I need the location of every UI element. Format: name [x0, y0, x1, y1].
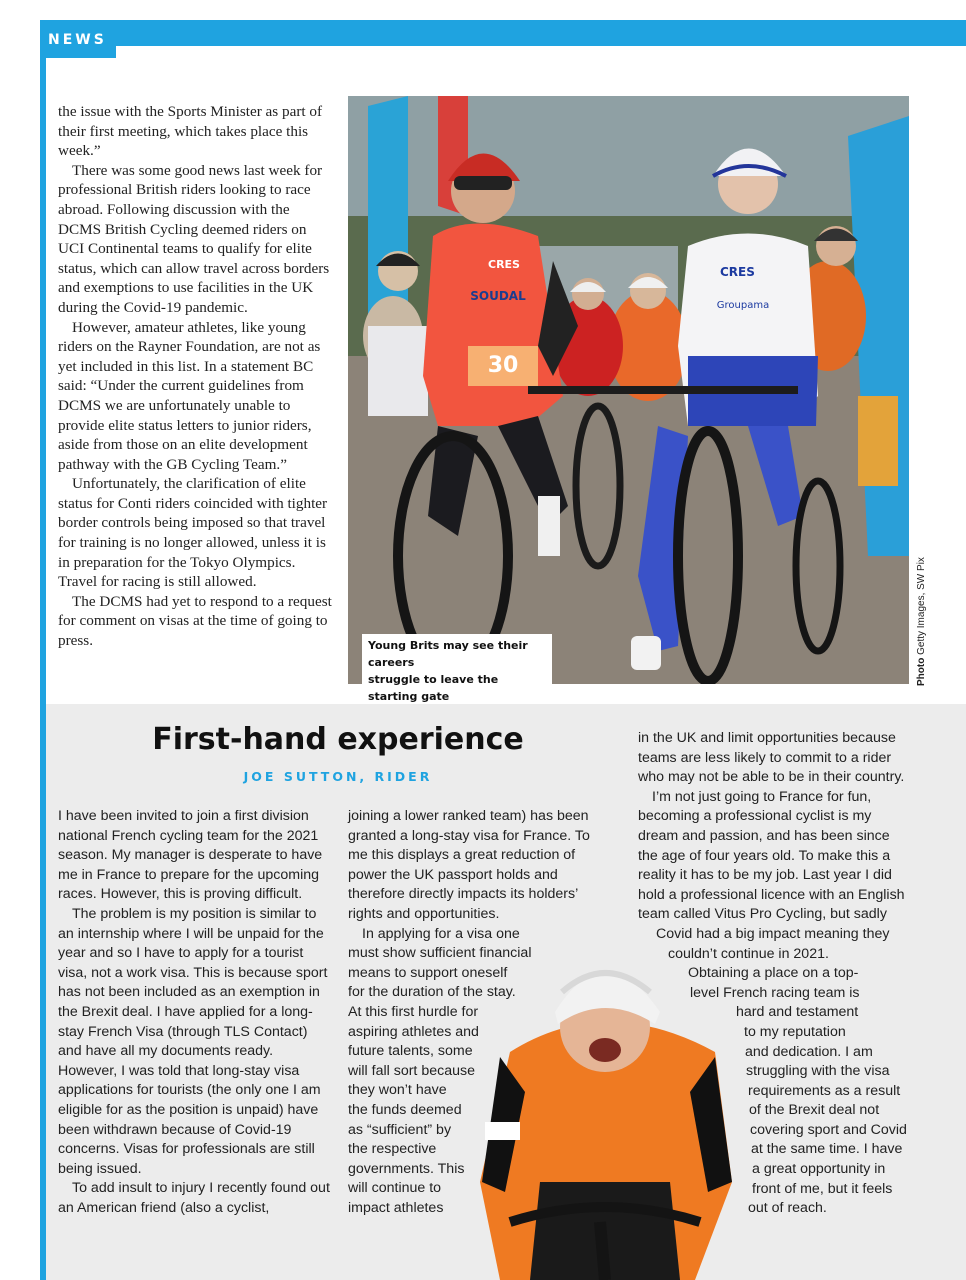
boxout-byline: JOE SUTTON, RIDER [243, 769, 433, 784]
credit-text: Getty Images, SW Pix [916, 557, 927, 655]
text-line: couldn’t continue in 2021. [668, 945, 829, 962]
paragraph [348, 925, 608, 1219]
text-line: means to support oneself [348, 964, 508, 981]
text-line: will fall sort because [348, 1062, 475, 1079]
text-line: will continue to [348, 1180, 442, 1197]
text-line: In applying for a visa one [362, 925, 520, 942]
photo-credit [916, 548, 930, 686]
text-line: a great opportunity in [752, 1161, 886, 1178]
jersey-text: Groupama [716, 300, 770, 311]
text-line: reality it has to be my job. Last year I did [638, 867, 892, 884]
text-line: the age of four years old. To make this a [638, 847, 891, 864]
jersey-number: 30 [487, 353, 519, 378]
jersey-text: CRES [488, 258, 520, 271]
article-column-left [58, 102, 333, 651]
text-line: future talents, some [348, 1043, 473, 1060]
text-line: I’m not just going to France for fun, [652, 788, 872, 805]
paragraph: I have been invited to join a first division national French cycling team for the 2021 season. My manager is desperate to have me in France to prepare for the upcoming races. However, this is proving difficult. [58, 808, 323, 903]
text-line: who may not be able to be in their country. [638, 769, 905, 786]
paragraph: However, amateur athletes, like young riders on the Rayner Foundation, are not as yet included in this list. In a statement BC said: “Under the current guidelines from DCMS we are unfortunately unable to provide elite status letters to junior riders, aside from those on an elite development pathway with the GB Cycling Team.” [58, 318, 321, 473]
text-line: governments. This [348, 1160, 465, 1177]
boxout-column-3 [638, 729, 918, 1219]
jersey-text: SOUDAL [470, 289, 526, 303]
text-line: level French racing team is [690, 984, 860, 1001]
text-line: hard and testament [736, 1004, 859, 1021]
text-line: At this first hurdle for [348, 1003, 479, 1020]
paragraph: There was some good news last week for professional British riders looking to race abroad. Following discussion with the DCMS British Cycling deemed riders on UCI Continental teams to qualify for elite status, which can allow travel across borders and exemptions to use facilities in the UK during the Covid-19 pandemic. [58, 161, 330, 316]
paragraph: the issue with the Sports Minister as part of their first meeting, which takes place this week.” [58, 103, 323, 160]
text-line: covering sport and Covid [750, 1121, 907, 1138]
text-line: Obtaining a place on a top- [688, 965, 859, 982]
text-line: aspiring athletes and [348, 1023, 479, 1040]
text-line: must show sufficient financial [348, 945, 532, 962]
text-line: requirements as a result [748, 1082, 901, 1099]
text-line: the funds deemed [348, 1101, 462, 1118]
boxout-column-1 [58, 807, 330, 1218]
boxout-title: First-hand experience [152, 722, 524, 757]
text-line: and dedication. I am [745, 1043, 873, 1060]
jersey-text: CRES [720, 265, 755, 279]
paragraph: joining a lower ranked team) has been granted a long-stay visa for France. To me this displays a great reduction of power the UK passport holds and therefore directly impacts its holders’ rights and opportunities. [348, 808, 590, 922]
text-line: out of reach. [748, 1200, 827, 1217]
section-tab [40, 26, 116, 58]
text-line: teams are less likely to commit to a rider [638, 749, 892, 766]
text-line: team called Vitus Pro Cycling, but sadly [638, 906, 887, 923]
cyclists-illustration [348, 96, 909, 684]
paragraph: The DCMS had yet to respond to a request for comment on visas at the time of going to press. [58, 592, 332, 650]
boxout-column-2 [348, 807, 608, 1218]
caption-line: Young Brits may see their careers [368, 639, 528, 669]
text-line: for the duration of the stay. [348, 984, 516, 1001]
text-line: in the UK and limit opportunities because [638, 730, 896, 746]
text-line: to my reputation [744, 1023, 846, 1040]
text-line: Covid had a big impact meaning they [656, 925, 890, 942]
credit-label: Photo [916, 657, 927, 686]
photo-caption [362, 634, 552, 708]
text-line: front of me, but it feels [752, 1180, 893, 1197]
text-line: the respective [348, 1141, 437, 1158]
paragraph: The problem is my position is similar to an internship where I will be unpaid for the year and so I have to apply for a tourist visa, not a work visa. This is because sport has not been included as an exemption in the Brexit deal. I have applied for a long-stay French Visa (through TLS Contact) and have all my documents ready. However, I was told that long-stay visa applications for tourists (the only one I am eligible for as the position is unpaid) have been withdrawn because of Covid-19 concerns. Visas for professionals are still being issued. [58, 905, 328, 1177]
text-line: impact athletes [348, 1199, 444, 1216]
text-line: dream and passion, and has been since [638, 827, 890, 844]
text-line: as “sufficient” by [348, 1121, 452, 1138]
text-line: of the Brexit deal not [749, 1102, 880, 1119]
text-line: becoming a professional cyclist is my [638, 808, 872, 825]
cyclists-photo [348, 96, 909, 684]
text-line: they won’t have [348, 1082, 447, 1099]
caption-line: struggle to leave the starting gate [368, 673, 499, 703]
text-line: hold a professional licence with an English [638, 886, 905, 903]
header-bar [40, 20, 966, 46]
text-line: struggling with the visa [746, 1063, 890, 1080]
text-line: at the same time. I have [751, 1141, 903, 1158]
paragraph: Unfortunately, the clarification of elite status for Conti riders coincided with tighter border controls being imposed so that travel for training is no longer allowed, unless it is in preparation for the Tokyo Olympics. Travel for racing is still allowed. [58, 475, 328, 591]
paragraph: To add insult to injury I recently found out an American friend (also a cyclist, [58, 1180, 330, 1216]
section-label: NEWS [48, 32, 107, 48]
